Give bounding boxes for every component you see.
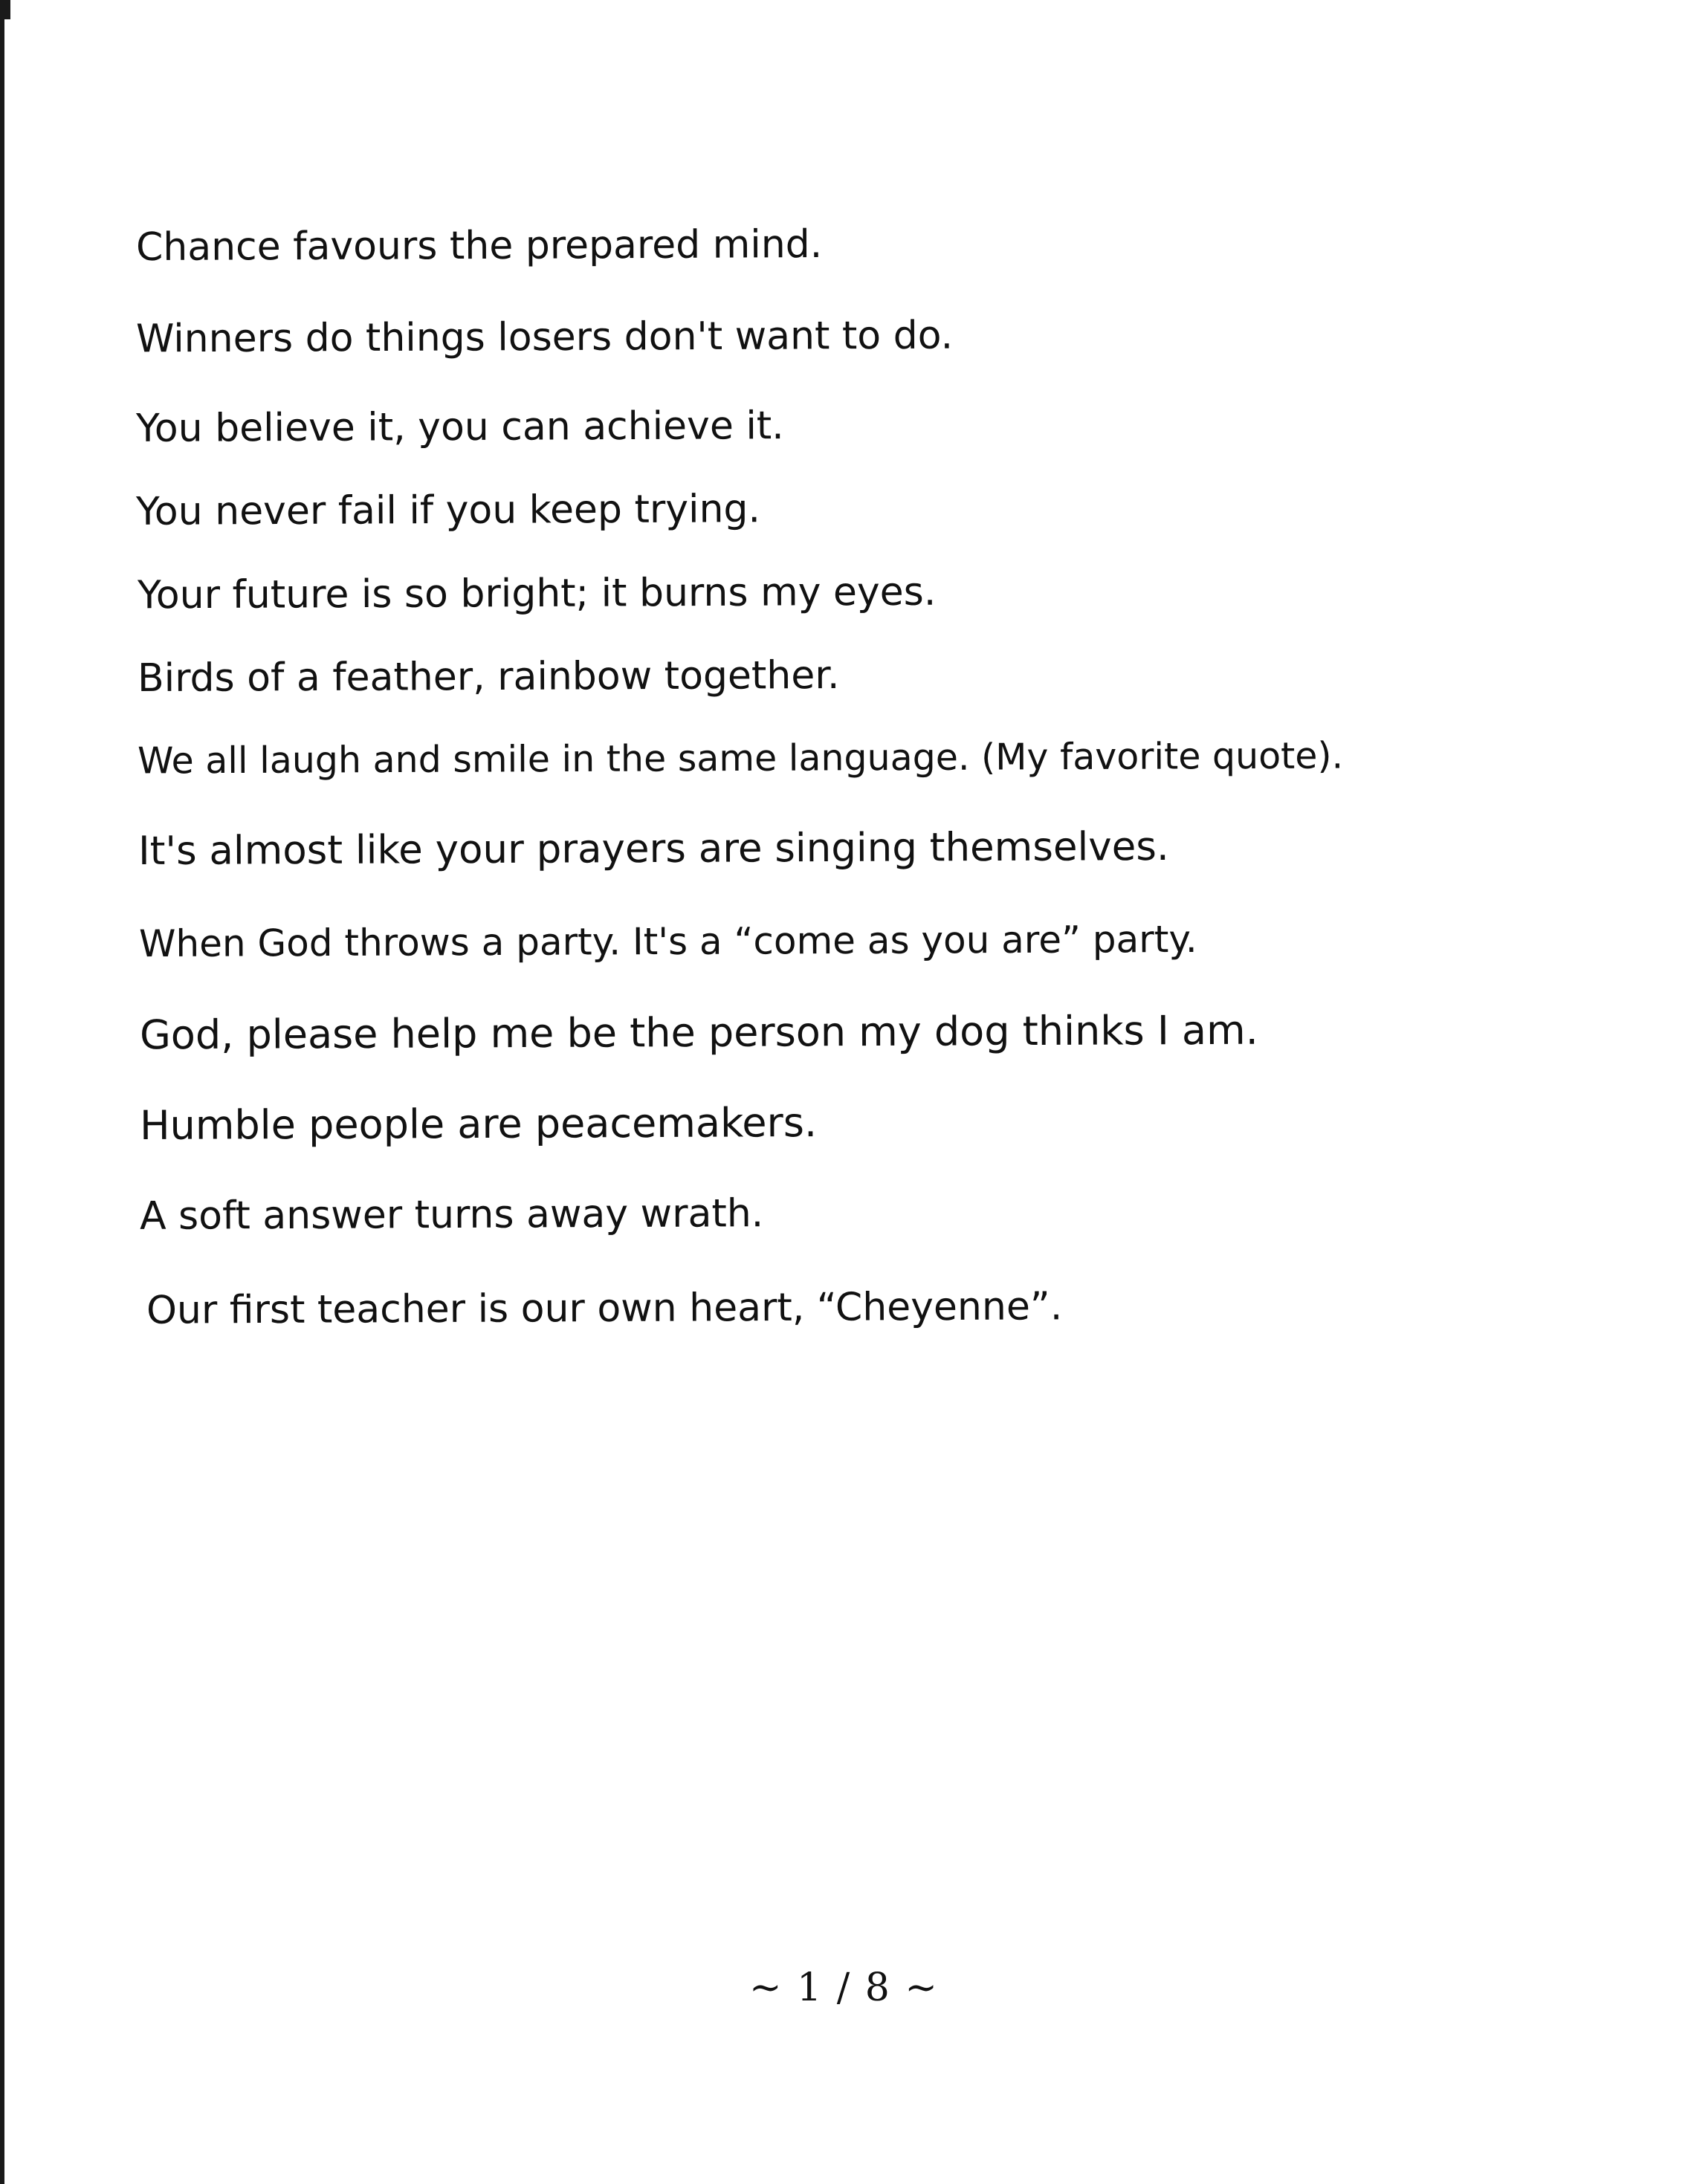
quote-line: Chance favours the prepared mind. [135,221,823,270]
page-number: ~ 1 / 8 ~ [749,1966,939,2010]
quote-line: Humble people are peacemakers. [139,1099,818,1149]
quote-line: We all laugh and smile in the same language. (My favorite quote). [137,734,1344,782]
quote-line: You believe it, you can achieve it. [135,404,784,451]
quote-line: God, please help me be the person my dog thinks I am. [139,1006,1258,1059]
quote-line: Your future is so bright; it burns my eyes. [137,569,937,618]
quote-line: You never fail if you keep trying. [135,487,761,534]
quote-line: A soft answer turns away wrath. [139,1191,764,1239]
quote-line: Our first teacher is our own heart, “Cheyenne”. [146,1284,1063,1333]
quote-line: Birds of a feather, rainbow together. [137,652,840,701]
quote-line: Winners do things losers don't want to do. [135,313,954,362]
quote-line: It's almost like your prayers are singing themselves. [138,823,1169,875]
quote-line: When God throws a party. It's a “come as you are” party. [138,917,1197,966]
